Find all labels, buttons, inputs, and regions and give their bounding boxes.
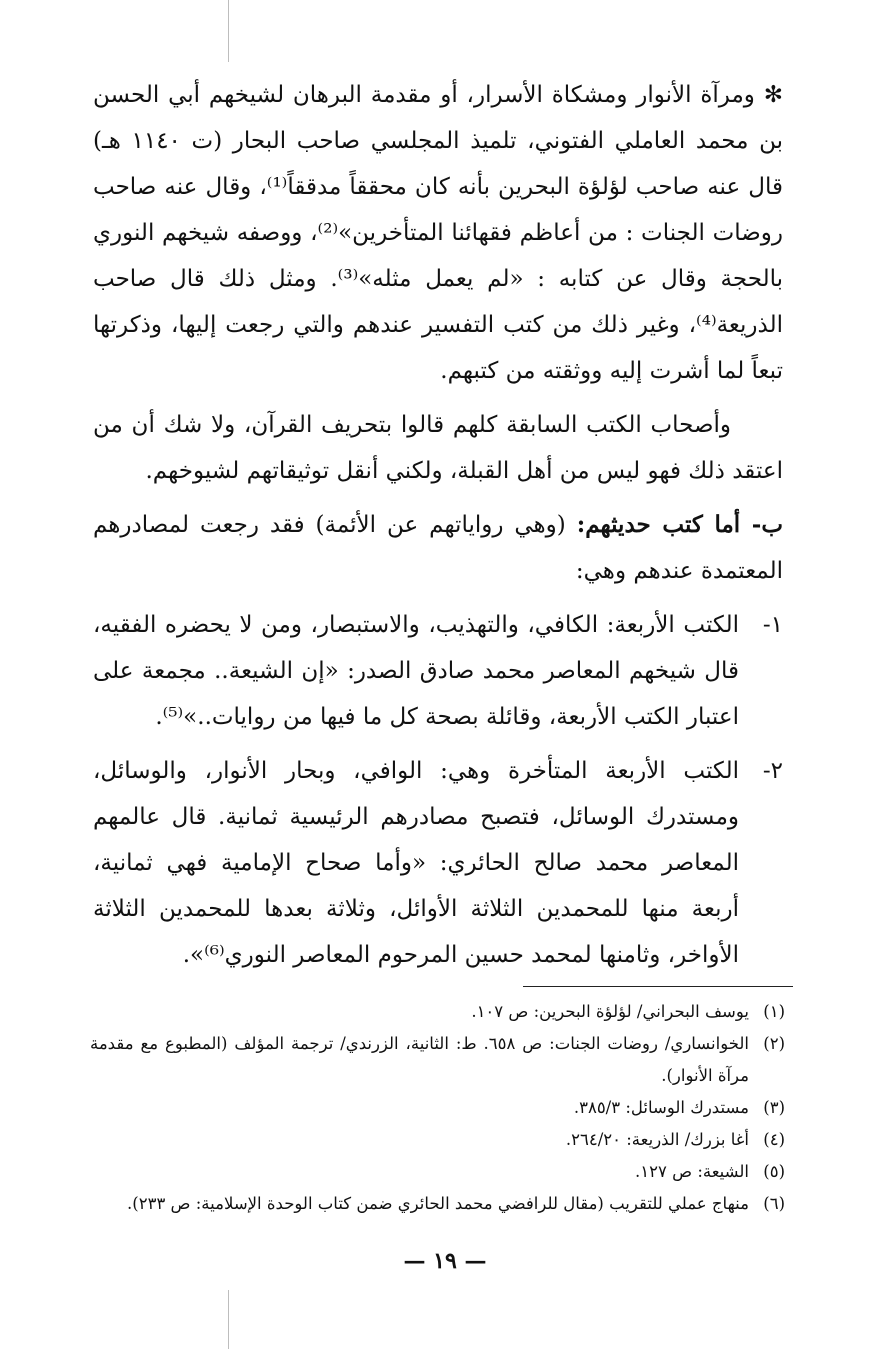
footnote-text: الخوانساري/ روضات الجنات: ص ٦٥٨. ط: الثانية، الزرندي/ ترجمة المؤلف (المطبوع مع مقدمة مرآة الأنوار). bbox=[90, 1034, 749, 1085]
footnote-number: (٦) bbox=[763, 1194, 785, 1213]
section-heading-rest: (وهي رواياتهم عن الأئمة) فقد رجعت لمصادرهم المعتمدة عندهم وهي: bbox=[93, 512, 783, 584]
footnote-3 bbox=[90, 1092, 785, 1124]
paragraph-hadith-books bbox=[93, 502, 783, 594]
paragraph-tahrif: وأصحاب الكتب السابقة كلهم قالوا بتحريف القرآن، ولا شك أن من اعتقد ذلك فهو ليس من أهل القبلة، ولكني أنقل توثيقاتهم لشيوخهم. bbox=[93, 412, 783, 484]
main-text bbox=[93, 72, 783, 986]
scan-crease-top bbox=[228, 0, 229, 62]
scan-crease-bottom bbox=[228, 1290, 229, 1349]
footnote-number: (٤) bbox=[763, 1130, 785, 1149]
footnote-text: منهاج عملي للتقريب (مقال للرافضي محمد الحائري ضمن كتاب الوحدة الإسلامية: ص ٢٣٣). bbox=[127, 1194, 749, 1213]
footnote-text: مستدرك الوسائل: ٣٨٥/٣. bbox=[573, 1098, 749, 1117]
footnote-number: (٣) bbox=[763, 1098, 785, 1117]
footnotes bbox=[90, 996, 785, 1220]
footnote-5 bbox=[90, 1156, 785, 1188]
footnote-6 bbox=[90, 1188, 785, 1220]
footnote-2 bbox=[90, 1028, 785, 1092]
list-item-four-books bbox=[93, 602, 783, 740]
list-number: ١- bbox=[762, 612, 783, 638]
paragraph-sources-continued: ✻ ومرآة الأنوار ومشكاة الأسرار، أو مقدمة البرهان لشيخهم أبي الحسن بن محمد العاملي الفتوني، تلميذ المجلسي صاحب البحار (ت ١١٤٠ هـ) قال عنه صاحب لؤلؤة البحرين بأنه كان محققاً مدققاً⁽¹⁾، وقال عنه صاحب روضات الجنات : من أعاظم فقهائنا المتأخرين»⁽²⁾، ووصفه شيخهم النوري بالحجة وقال عن كتابه : «لم يعمل مثله»⁽³⁾. ومثل ذلك قال صاحب الذريعة⁽⁴⁾، وغير ذلك من كتب التفسير عندهم والتي رجعت إليها، وذكرتها تبعاً لما أشرت إليه ووثقته من كتبهم. bbox=[93, 82, 784, 384]
list-number: ٢- bbox=[762, 758, 783, 784]
footnote-number: (٢) bbox=[763, 1034, 785, 1053]
footnote-number: (٥) bbox=[763, 1162, 785, 1181]
page-number: — ١٩ — bbox=[403, 1248, 487, 1274]
footnote-4 bbox=[90, 1124, 785, 1156]
footnote-separator bbox=[523, 986, 793, 987]
footnote-text: أغا بزرك/ الذريعة: ٢٦٤/٢٠. bbox=[565, 1130, 749, 1149]
list-item-later-four-books bbox=[93, 748, 783, 978]
footnote-text: الشيعة: ص ١٢٧. bbox=[635, 1162, 749, 1181]
section-heading-hadith: ب- أما كتب حديثهم: bbox=[576, 511, 783, 538]
list-item-text: الكتب الأربعة المتأخرة وهي: الوافي، وبحار الأنوار، والوسائل، ومستدرك الوسائل، فتصبح مصادرهم الرئيسية ثمانية. قال عالمهم المعاصر محمد صالح الحائري: «وأما صحاح الإمامية فهي ثمانية، أربعة منها للمحمدين الثلاثة الأوائل، وثلاثة بعدها للمحمدين الثلاثة الأواخر، وثامنها لمحمد حسين المرحوم المعاصر النوري⁽⁶⁾». bbox=[93, 758, 739, 968]
footnote-number: (١) bbox=[763, 1002, 785, 1021]
footnote-1 bbox=[90, 996, 785, 1028]
footnote-text: يوسف البحراني/ لؤلؤة البحرين: ص ١٠٧. bbox=[471, 1002, 749, 1021]
list-item-text: الكتب الأربعة: الكافي، والتهذيب، والاستبصار، ومن لا يحضره الفقيه، قال شيخهم المعاصر محمد صادق الصدر: «إن الشيعة.. مجمعة على اعتبار الكتب الأربعة، وقائلة بصحة كل ما فيها من روايات..»⁽⁵⁾. bbox=[93, 612, 739, 730]
